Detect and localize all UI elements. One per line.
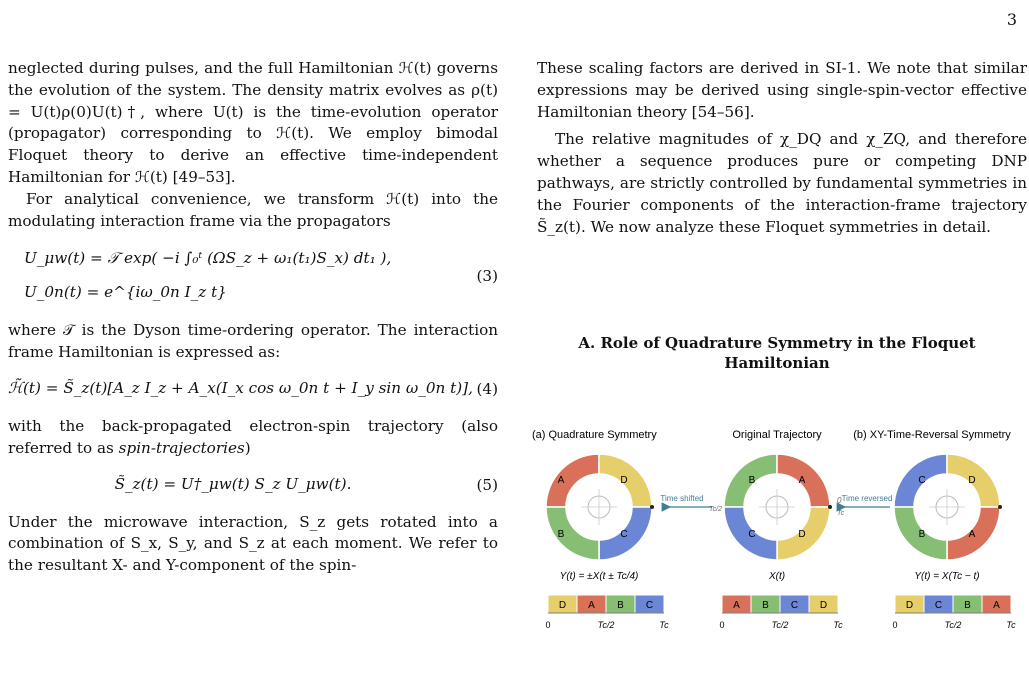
axis-half: Tc/2 bbox=[771, 620, 789, 630]
paragraph: The relative magnitudes of χ_DQ and χ_ZQ, and therefore whether a sequence produces pure or competing DNP pathways, are strictly controlled by fundamental symmetries in the Fourier components of the interaction-frame trajectory S̃_z(t). We now analyze these Floquet symmetries in detail. bbox=[537, 130, 1027, 236]
bar-label: B bbox=[964, 600, 971, 611]
equation-number: (4) bbox=[476, 380, 498, 399]
paragraph-text: ) bbox=[244, 438, 251, 457]
quadrant-label: D bbox=[620, 475, 628, 486]
panel-mid-title: Original Trajectory bbox=[732, 429, 822, 441]
equation-5 bbox=[8, 474, 498, 498]
equation-line: ℋ̃(t) = S̃_z(t)[A_z I_z + A_x(I_x cos ω_0n t + I_y sin ω_0n t)], bbox=[8, 378, 473, 397]
bar-label: A bbox=[733, 600, 740, 611]
right-column bbox=[537, 58, 1027, 238]
axis-tc: Tc bbox=[833, 620, 843, 630]
panel-b-title: (b) XY-Time-Reversal Symmetry bbox=[853, 429, 1011, 441]
figure bbox=[520, 425, 1025, 655]
half-label: Tc/2 bbox=[709, 506, 722, 513]
equation-3 bbox=[8, 248, 498, 306]
axis-zero: 0 bbox=[892, 620, 898, 630]
paragraph: where 𝒯 is the Dyson time-ordering operator. The interaction frame Hamiltonian is expressed as: bbox=[8, 321, 498, 362]
zero-label: 0 bbox=[837, 496, 842, 505]
quadrant-label: A bbox=[968, 529, 976, 540]
bar-label: C bbox=[934, 600, 943, 611]
quadrant-label: C bbox=[918, 475, 926, 486]
quadrant-label: C bbox=[620, 529, 628, 540]
paragraph-text: with the back-propagated electron-spin trajectory (also referred to as bbox=[8, 416, 498, 457]
arrow-label: Time reversed bbox=[841, 494, 893, 503]
bar-label: D bbox=[905, 600, 914, 611]
quadrant-label: B bbox=[557, 529, 565, 540]
paragraph: For analytical convenience, we transform ℋ(t) into the modulating interaction frame via the propagators bbox=[8, 189, 498, 230]
paragraph: Under the microwave interaction, S_z gets rotated into a combination of S_x, S_y, and S_z at each moment. We refer to the resultant X- and Y-component of the spin- bbox=[8, 512, 498, 575]
arrow-label: Time shifted bbox=[660, 494, 704, 503]
emphasis: spin-trajectories bbox=[118, 438, 245, 457]
section-title: A. Role of Quadrature Symmetry in the Floquet Hamiltonian bbox=[578, 334, 976, 372]
bar-label: B bbox=[762, 600, 769, 611]
panel-a-title: (a) Quadrature Symmetry bbox=[532, 429, 657, 441]
equation-4 bbox=[8, 378, 498, 402]
ring-b bbox=[894, 454, 1002, 560]
quadrant-label: B bbox=[918, 529, 926, 540]
equation-number: (5) bbox=[476, 475, 498, 494]
quadrant-label: B bbox=[748, 475, 756, 486]
equation-line: U_μw(t) = 𝒯 exp( −i ∫₀ᵗ (ΩS_z + ω₁(t₁)S_x) dt₁ ), bbox=[24, 249, 392, 268]
bar-b bbox=[892, 595, 1016, 630]
equation-line: S̃_z(t) = U†_μw(t) S_z U_μw(t). bbox=[114, 474, 352, 493]
axis-tc: Tc bbox=[1006, 620, 1016, 630]
bar-label: B bbox=[617, 600, 624, 611]
quadrant-label: A bbox=[557, 475, 565, 486]
quadrant-label: D bbox=[968, 475, 976, 486]
bar-a bbox=[545, 595, 669, 630]
quadrant-label: D bbox=[798, 529, 806, 540]
quadrant-label: C bbox=[748, 529, 756, 540]
equation-b: Y(t) = X(Tc − t) bbox=[914, 571, 980, 582]
equation-a: Y(t) = ±X(t ± Tc/4) bbox=[559, 571, 639, 582]
ring-original bbox=[709, 454, 845, 560]
bar-label: C bbox=[645, 600, 654, 611]
bar-label: D bbox=[819, 600, 828, 611]
equation-line: U_0n(t) = e^{iω_0n I_z t} bbox=[24, 283, 227, 302]
paragraph bbox=[8, 416, 498, 460]
equation-number: (3) bbox=[476, 267, 498, 286]
axis-half: Tc/2 bbox=[597, 620, 615, 630]
quadrant-label: A bbox=[798, 475, 806, 486]
equation-mid: X(t) bbox=[768, 571, 786, 582]
axis-half: Tc/2 bbox=[944, 620, 962, 630]
bar-label: A bbox=[993, 600, 1000, 611]
tc-label: Tc bbox=[837, 510, 845, 517]
paragraph: These scaling factors are derived in SI-1. We note that similar expressions may be derived using single-spin-vector effective Hamiltonian theory [54–56]. bbox=[537, 59, 1027, 121]
figure-svg bbox=[520, 425, 1025, 655]
bar-label: C bbox=[790, 600, 799, 611]
paragraph: neglected during pulses, and the full Hamiltonian ℋ(t) governs the evolution of the system. The density matrix evolves as ρ(t) = U(t)ρ(0)U(t)†, where U(t) is the time-evolution operator (propagator) corresponding to ℋ(t). We employ bimodal Floquet theory to derive an effective time-independent Hamiltonian for ℋ(t) [49–53]. bbox=[8, 59, 498, 186]
bar-original bbox=[719, 595, 843, 630]
axis-zero: 0 bbox=[545, 620, 551, 630]
bar-label: A bbox=[588, 600, 595, 611]
page-number: 3 bbox=[1006, 10, 1017, 29]
axis-zero: 0 bbox=[719, 620, 725, 630]
ring-a bbox=[546, 454, 654, 560]
axis-tc: Tc bbox=[659, 620, 669, 630]
bar-label: D bbox=[558, 600, 567, 611]
left-column bbox=[8, 58, 498, 577]
